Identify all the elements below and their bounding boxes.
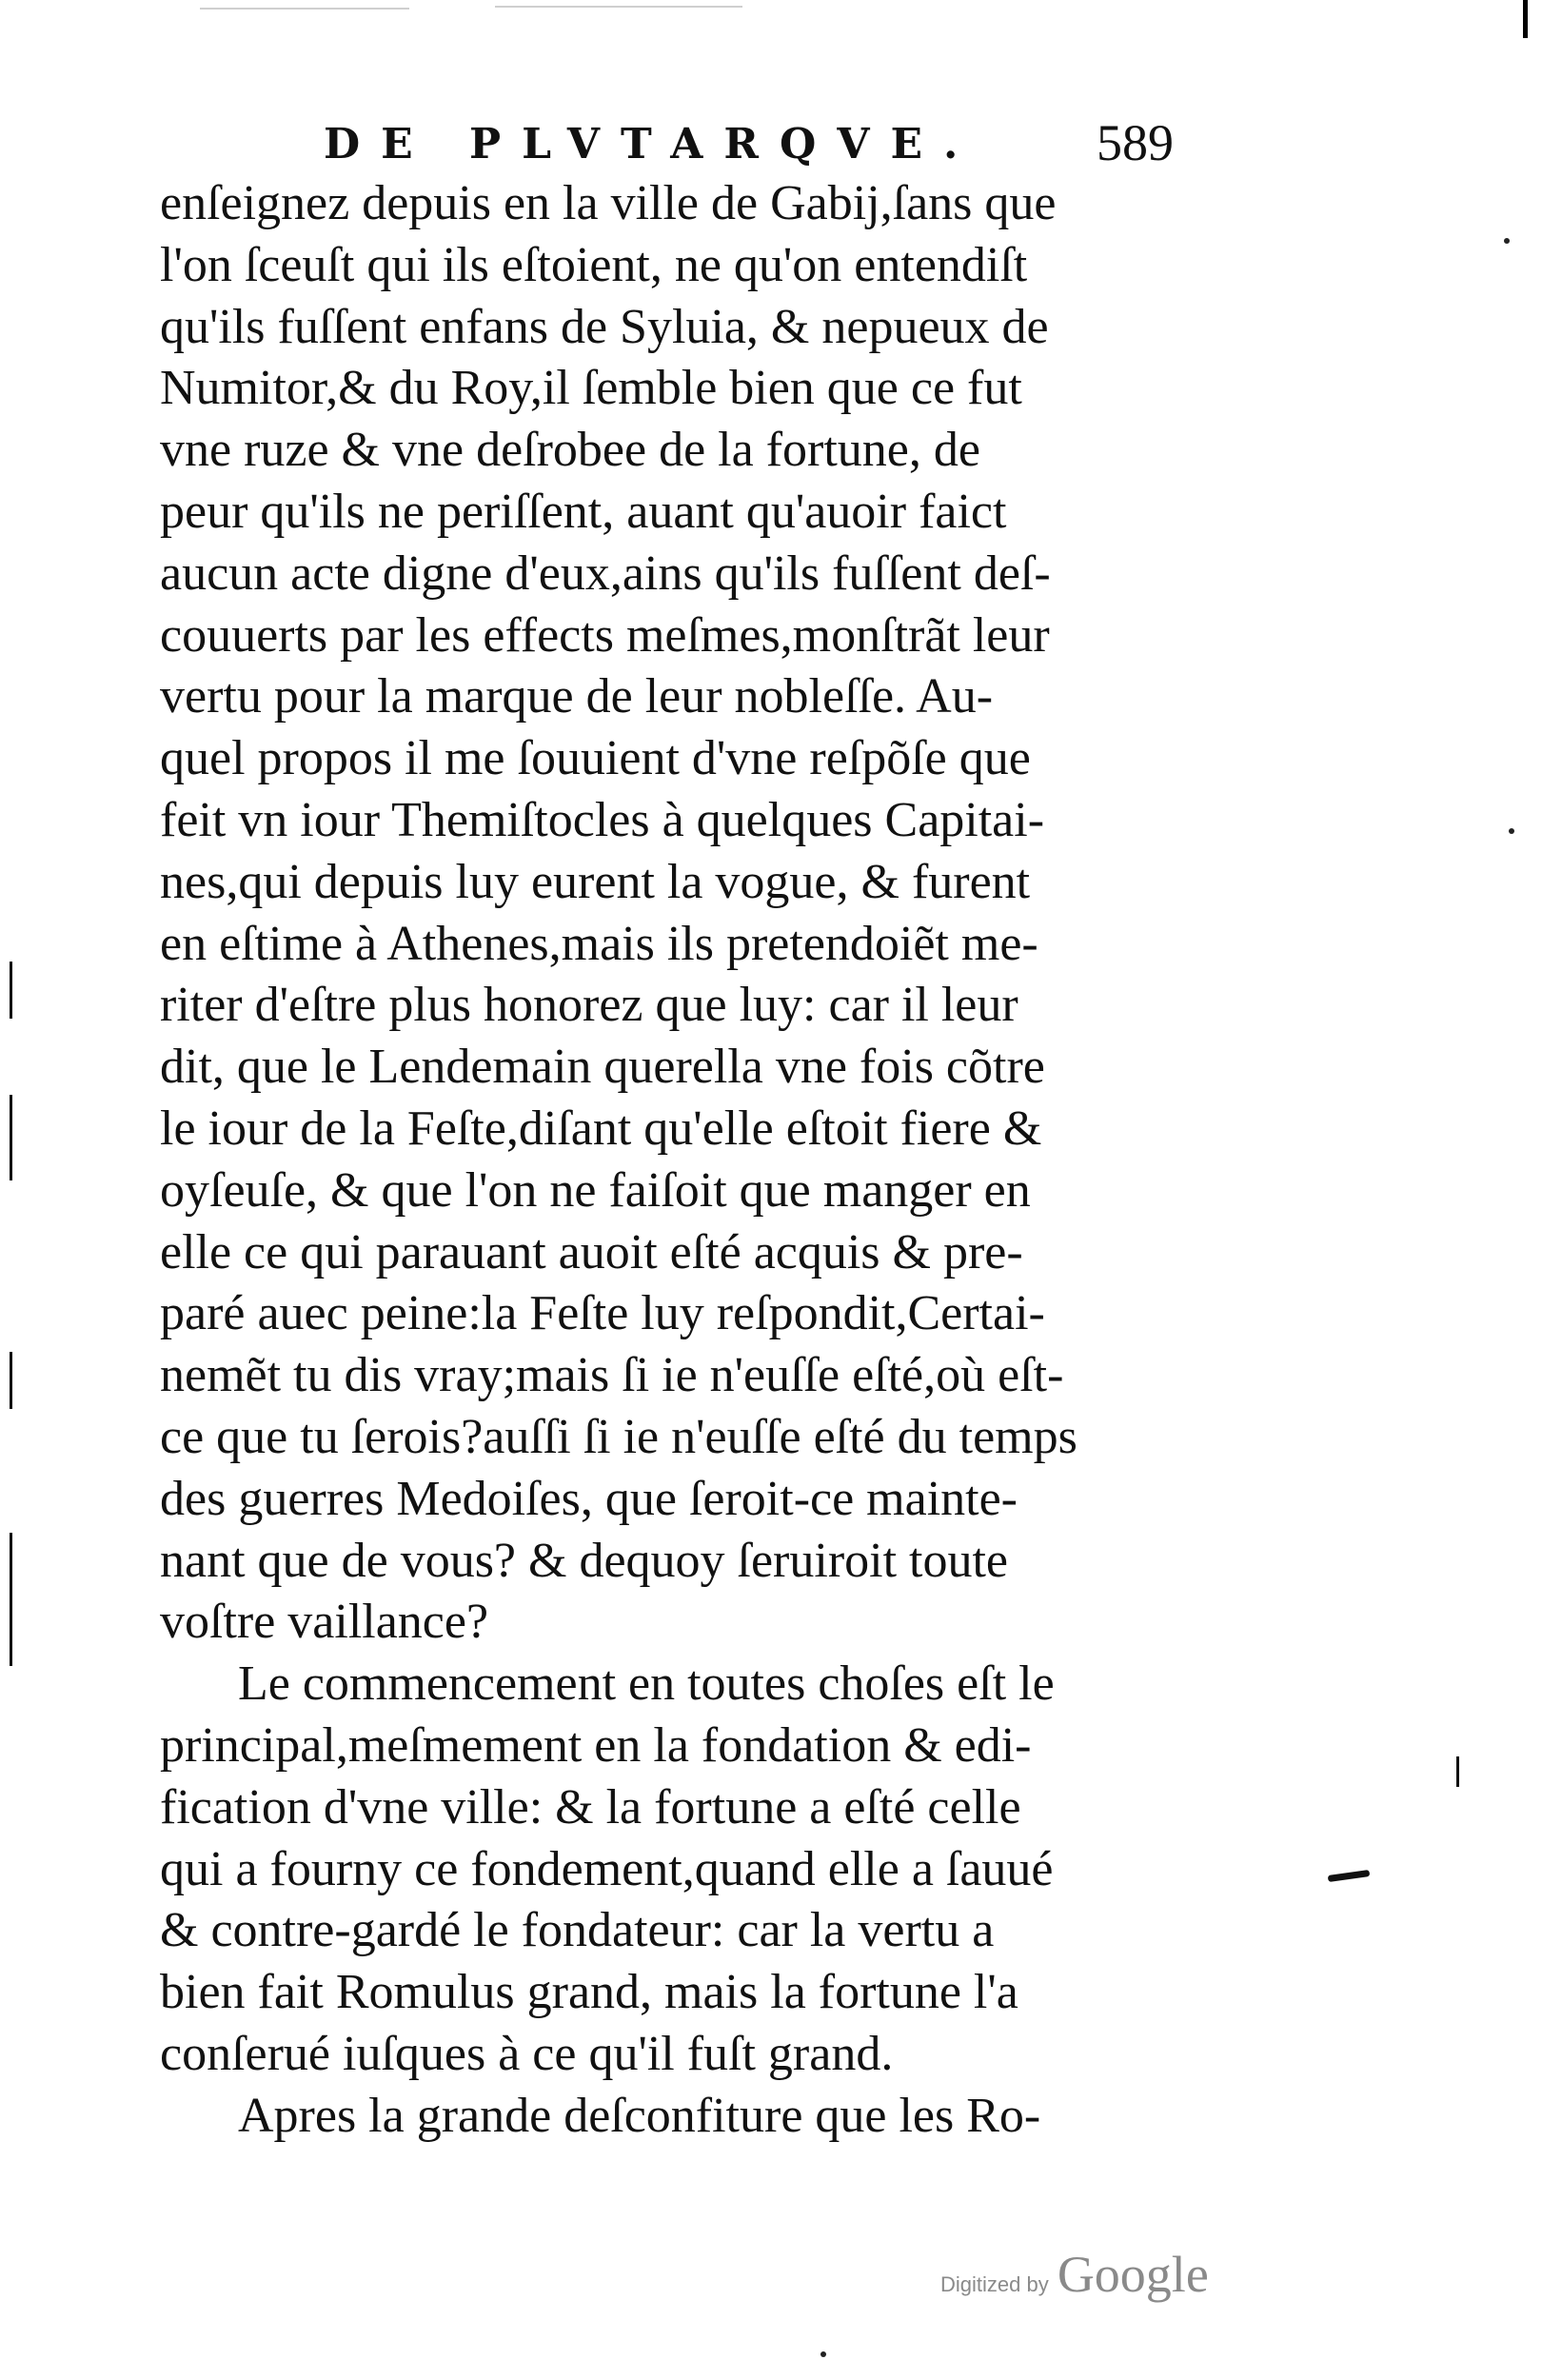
text-line: l'on ſceuſt qui ils eſtoient, ne qu'on entendiſt xyxy=(160,237,1028,292)
top-edge-rule xyxy=(495,6,742,8)
text-line: aucun acte digne d'eux,ains qu'ils fuſſent deſ- xyxy=(160,545,1051,601)
text-line: riter d'eſtre plus honorez que luy: car il leur xyxy=(160,978,1018,1033)
text-line: paré auec peine:la Feſte luy reſpondit,Certai- xyxy=(160,1286,1045,1341)
text-line: nemẽt tu dis vray;mais ſi ie n'euſſe eſté,où eſt- xyxy=(160,1348,1064,1403)
text-line: feit vn iour Themiſtocles à quelques Capitai- xyxy=(160,792,1045,847)
text-line: fication d'vne ville: & la fortune a eſté celle xyxy=(160,1779,1021,1835)
text-line: quel propos il me ſouuient d'vne reſpõſe que xyxy=(160,731,1031,786)
stray-mark xyxy=(1504,238,1510,244)
text-line: vertu pour la marque de leur nobleſſe. Au- xyxy=(160,669,994,724)
text-line: couuerts par les effects meſmes,monſtrãt leur xyxy=(160,607,1050,663)
digitized-by-google-stamp xyxy=(940,2245,1209,2302)
margin-mark xyxy=(10,1533,12,1666)
running-head: DE PLVTARQVE. xyxy=(324,120,979,169)
margin-mark xyxy=(10,1352,12,1409)
margin-mark xyxy=(10,962,12,1019)
stray-mark xyxy=(1509,828,1514,834)
text-line: vne ruze & vne deſrobee de la fortune, de xyxy=(160,423,980,478)
text-line: le iour de la Feſte,diſant qu'elle eſtoit fiere & xyxy=(160,1101,1042,1156)
corner-mark xyxy=(1523,0,1528,38)
margin-mark xyxy=(1456,1756,1459,1787)
page-number: 589 xyxy=(1097,114,1174,171)
text-line: qui a fourny ce fondement,quand elle a ſauué xyxy=(160,1841,1054,1896)
text-line: conſerué iuſques à ce qu'il fuſt grand. xyxy=(160,2026,894,2081)
body-text xyxy=(160,173,1226,2148)
text-line: ce que tu ſerois?auſſi ſi ie n'euſſe eſté du temps xyxy=(160,1409,1077,1464)
text-line: nant que de vous? & dequoy ſeruiroit toute xyxy=(160,1533,1009,1588)
text-line: oyſeuſe, & que l'on ne faiſoit que manger en xyxy=(160,1162,1031,1218)
paragraph-start-line: Apres la grande deſconfiture que les Ro- xyxy=(238,2088,1041,2143)
text-line: qu'ils fuſſent enfans de Syluia, & nepueux de xyxy=(160,299,1049,354)
text-line: peur qu'ils ne periſſent, auant qu'auoir faict xyxy=(160,484,1007,539)
text-line: enſeignez depuis en la ville de Gabij,ſans que xyxy=(160,176,1057,230)
text-line: bien fait Romulus grand, mais la fortune l'a xyxy=(160,1965,1018,2020)
paragraph-start-line: Le commencement en toutes choſes eſt le xyxy=(238,1656,1055,1712)
top-edge-rule xyxy=(200,8,409,10)
text-line: principal,meſmement en la fondation & edi- xyxy=(160,1717,1032,1773)
text-line: Numitor,& du Roy,il ſemble bien que ce fut xyxy=(160,361,1022,416)
text-line: nes,qui depuis luy eurent la vogue, & furent xyxy=(160,854,1031,909)
digitized-label: Digitized by xyxy=(940,2272,1049,2296)
text-line: en eſtime à Athenes,mais ils pretendoiẽt me- xyxy=(160,916,1038,971)
stray-mark xyxy=(820,2351,826,2357)
text-line: dit, que le Lendemain querella vne fois cõtre xyxy=(160,1040,1045,1095)
text-line: voſtre vaillance? xyxy=(160,1595,489,1650)
google-logo: Google xyxy=(1057,2246,1209,2303)
text-line: des guerres Medoiſes, que ſeroit-ce mainte- xyxy=(160,1471,1018,1526)
margin-dash-mark xyxy=(1328,1870,1371,1882)
text-line: elle ce qui parauant auoit eſté acquis & pre- xyxy=(160,1224,1023,1279)
text-line: & contre-gardé le fondateur: car la vertu a xyxy=(160,1903,995,1958)
margin-mark xyxy=(10,1095,12,1180)
